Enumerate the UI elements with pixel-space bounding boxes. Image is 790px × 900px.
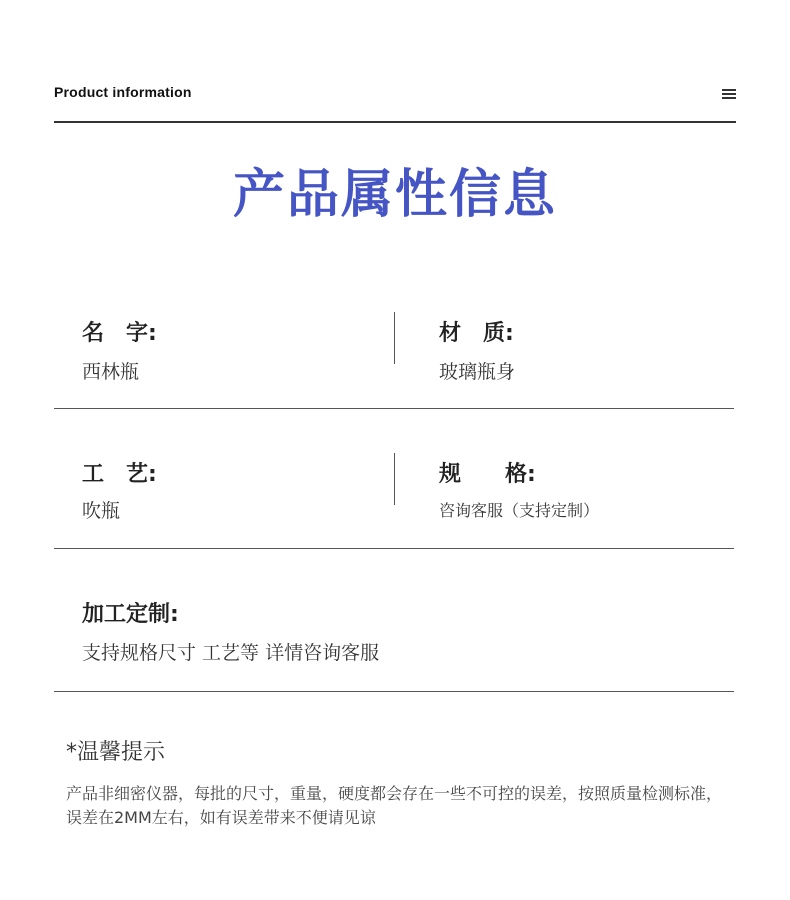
header-label: Product information — [54, 84, 192, 100]
hamburger-menu-icon[interactable] — [722, 89, 736, 99]
top-divider — [54, 121, 736, 123]
column-divider — [394, 312, 395, 364]
tip-text: 产品非细密仪器，每批的尺寸，重量，硬度都会存在一些不可控的误差，按照质量检测标准，误差在2MM左右，如有误差带来不便请见谅 — [66, 784, 723, 827]
attr-material-value: 玻璃瓶身 — [439, 361, 516, 383]
attr-spec-label: 规 格: — [439, 462, 536, 487]
column-divider — [394, 453, 395, 505]
attr-custom-value: 支持规格尺寸 工艺等 详情咨询客服 — [82, 642, 380, 664]
attr-name-value: 西林瓶 — [82, 361, 140, 383]
attr-spec-value: 咨询客服（支持定制） — [439, 501, 600, 520]
tip-title: *温馨提示 — [66, 740, 166, 765]
row-divider — [54, 408, 734, 409]
attr-name-label: 名 字: — [82, 321, 157, 346]
attr-custom-label: 加工定制: — [82, 602, 179, 627]
row-divider — [54, 548, 734, 549]
row-divider — [54, 691, 734, 692]
page-title: 产品属性信息 — [232, 165, 557, 225]
attr-process-label: 工 艺: — [82, 462, 157, 487]
attr-process-value: 吹瓶 — [82, 500, 121, 522]
attr-material-label: 材 质: — [439, 321, 514, 346]
